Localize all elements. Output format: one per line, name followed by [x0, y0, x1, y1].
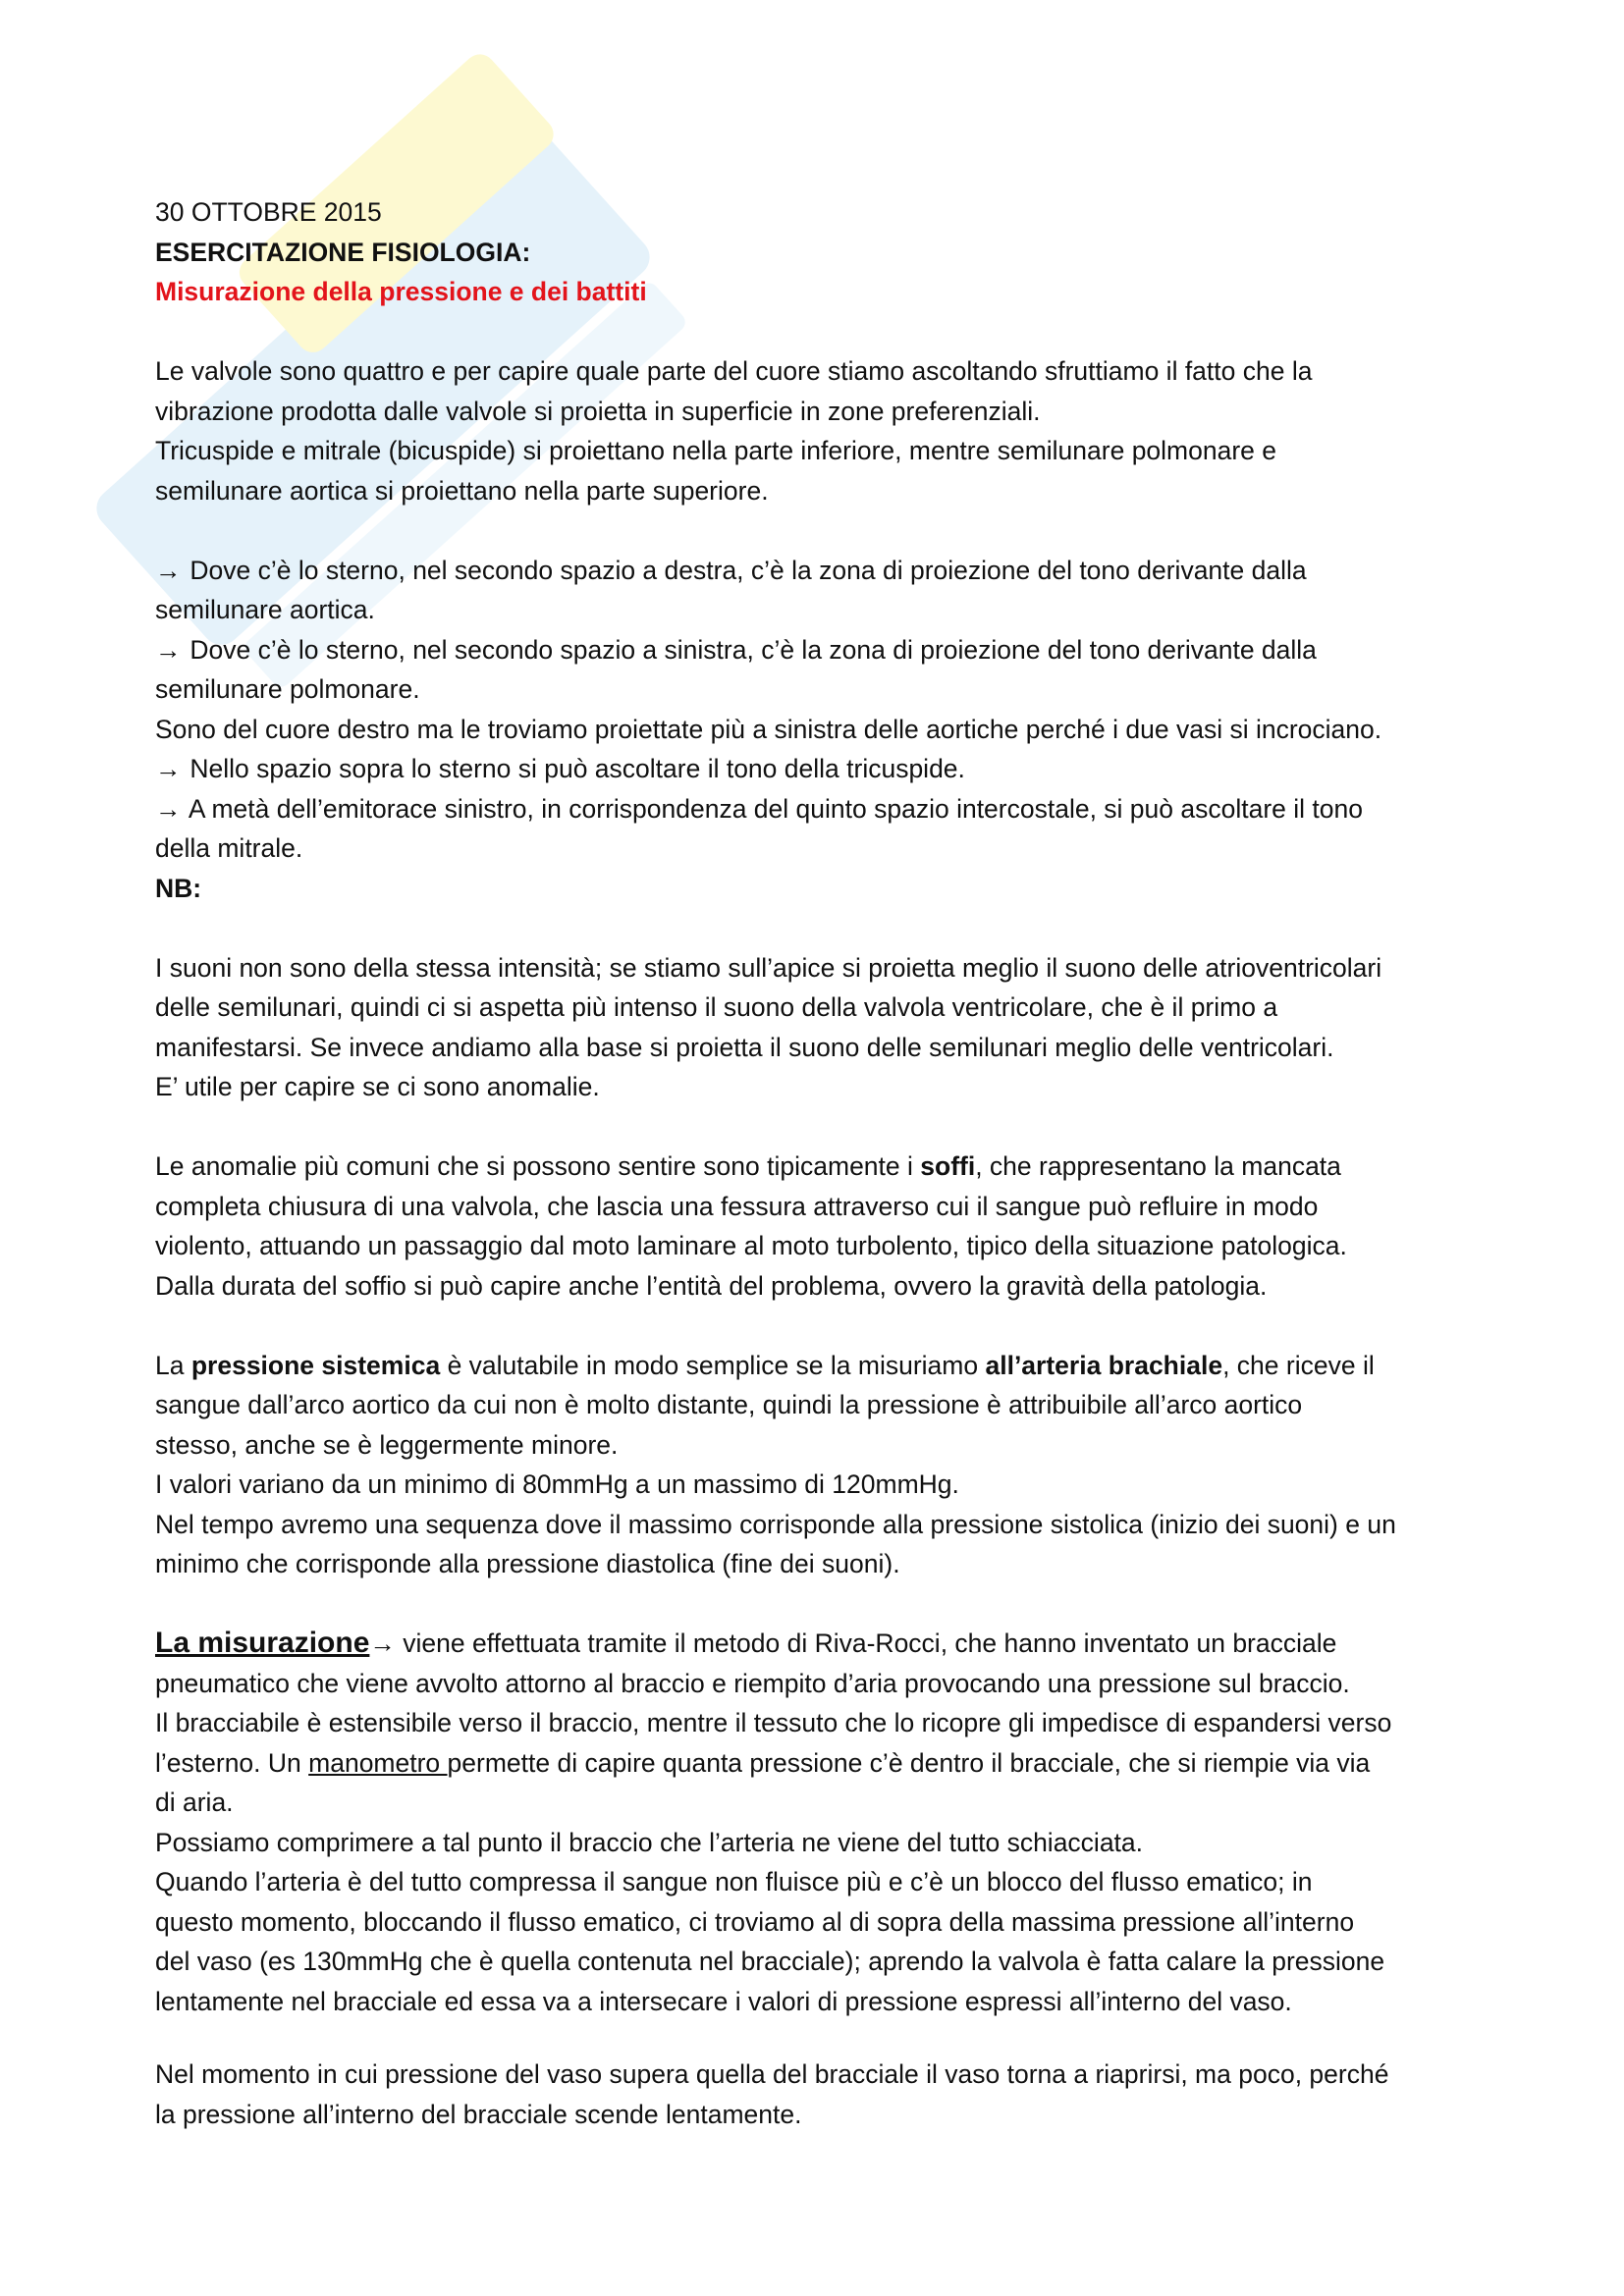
text-line: Possiamo comprimere a tal punto il braccio che l’arteria ne viene del tutto schiacciata.: [155, 1827, 1144, 1857]
text-line: Nel tempo avremo una sequenza dove il massimo corrisponde alla pressione sistolica (inizio dei suoni) e un: [155, 1509, 1396, 1539]
term-soffi: soffi: [920, 1151, 976, 1181]
arrow-icon: →: [155, 754, 182, 783]
text-line: pneumatico che viene avvolto attorno al braccio e riempito d’aria provocando una pressione sul braccio.: [155, 1668, 1350, 1698]
doc-heading: ESERCITAZIONE FISIOLOGIA:: [155, 237, 531, 267]
text-line: del vaso (es 130mmHg che è quella contenuta nel bracciale); aprendo la valvola è fatta calare la pressione: [155, 1947, 1385, 1976]
text-line: Le anomalie più comuni che si possono sentire sono tipicamente i soffi, che rappresentano la mancata: [155, 1151, 1341, 1181]
text-line: Dalla durata del soffio si può capire anche l’entità del problema, ovvero la gravità della patologia.: [155, 1270, 1268, 1301]
text-line: I valori variano da un minimo di 80mmHg a un massimo di 120mmHg.: [155, 1469, 959, 1499]
text-line: semilunare polmonare.: [155, 674, 420, 704]
text-line: questo momento, bloccando il flusso ematico, ci troviamo al di sopra della massima pressione all’interno: [155, 1906, 1355, 1937]
paragraph-valves: [155, 351, 1490, 510]
text-line: La pressione sistemica è valutabile in modo semplice se la misuriamo all’arteria brachiale, che riceve il: [155, 1350, 1375, 1380]
text-line: semilunare aortica.: [155, 595, 375, 624]
text-line: Quando l’arteria è del tutto compressa il sangue non fluisce più e c’è un blocco del flusso ematico; in: [155, 1867, 1313, 1896]
arrow-icon: →: [155, 793, 182, 824]
paragraph-systemic-pressure: [155, 1346, 1490, 1584]
text-line: I suoni non sono della stessa intensità; se stiamo sull’apice si proietta meglio il suono delle atrioventricolari: [155, 952, 1382, 983]
paragraph-reopening: [155, 2055, 1490, 2134]
text-line: lentamente nel bracciale ed essa va a intersecare i valori di pressione espressi all’interno del vaso.: [155, 1986, 1292, 2016]
term-pressione-sistemica: pressione sistemica: [190, 1350, 441, 1380]
text-line: stesso, anche se è leggermente minore.: [155, 1429, 619, 1460]
text-line: l’esterno. Un manometro permette di capire quanta pressione c’è dentro il bracciale, che si riempie via via: [155, 1747, 1371, 1778]
text-line: di aria.: [155, 1788, 234, 1817]
term-arteria-brachiale: all’arteria brachiale: [985, 1350, 1223, 1380]
text-line: Il bracciabile è estensibile verso il braccio, mentre il tessuto che lo ricopre gli impedisce di espandersi verso: [155, 1708, 1392, 1737]
text-line: La misurazione→ viene effettuata tramite il metodo di Riva-Rocci, che hanno inventato un bracciale: [155, 1627, 1337, 1659]
text-line: completa chiusura di una valvola, che lascia una fessura attraverso cui il sangue può refluire in modo: [155, 1191, 1319, 1221]
text-line: la pressione all’interno del bracciale scende lentamente.: [155, 2099, 802, 2129]
text-line: delle semilunari, quindi ci si aspetta più intenso il suono della valvola ventricolare, che è il primo a: [155, 992, 1278, 1022]
text-line: Sono del cuore destro ma le troviamo proiettate più a sinistra delle aortiche perché i due vasi si incrociano.: [155, 714, 1382, 744]
text-line: manifestarsi. Se invece andiamo alla base si proietta il suono delle semilunari meglio delle ventricolari.: [155, 1032, 1334, 1062]
text-line: minimo che corrisponde alla pressione diastolica (fine dei suoni).: [155, 1549, 900, 1578]
text-line: E’ utile per capire se ci sono anomalie.: [155, 1072, 600, 1101]
paragraph-measurement: [155, 1624, 1490, 2021]
paragraph-intensity: [155, 948, 1490, 1107]
text-line: Le valvole sono quattro e per capire quale parte del cuore stiamo ascoltando sfruttiamo il fatto che la: [155, 356, 1313, 386]
text-line: → Nello spazio sopra lo sterno si può ascoltare il tono della tricuspide.: [155, 749, 1490, 789]
section-title-misurazione: La misurazione: [155, 1627, 370, 1659]
text-line: → Dove c’è lo sterno, nel secondo spazio a sinistra, c’è la zona di proiezione del tono derivante dalla: [155, 630, 1490, 670]
document-page: [155, 192, 1490, 2134]
text-line: vibrazione prodotta dalle valvole si proietta in superficie in zone preferenziali.: [155, 396, 1041, 426]
text-line: → A metà dell’emitorace sinistro, in corrispondenza del quinto spazio intercostale, si può ascoltare il tono: [155, 789, 1490, 829]
doc-date: 30 OTTOBRE 2015: [155, 197, 382, 227]
term-manometro: manometro: [308, 1747, 448, 1778]
arrow-icon: →: [155, 634, 182, 665]
doc-subtitle: Misurazione della pressione e dei battiti: [155, 277, 647, 306]
text-line: → Dove c’è lo sterno, nel secondo spazio a destra, c’è la zona di proiezione del tono derivante dalla: [155, 551, 1490, 591]
text-line: sangue dall’arco aortico da cui non è molto distante, quindi la pressione è attribuibile all’arco aortico: [155, 1390, 1303, 1419]
text-line: Tricuspide e mitrale (bicuspide) si proiettano nella parte inferiore, mentre semilunare polmonare e: [155, 436, 1277, 465]
text-line: della mitrale.: [155, 833, 303, 863]
nb-label: NB:: [155, 873, 202, 903]
text-line: violento, attuando un passaggio dal moto laminare al moto turbolento, tipico della situazione patologica.: [155, 1231, 1347, 1260]
text-line: semilunare aortica si proiettano nella parte superiore.: [155, 475, 769, 506]
text-line: Nel momento in cui pressione del vaso supera quella del bracciale il vaso torna a riaprirsi, ma poco, perché: [155, 2059, 1389, 2089]
paragraph-anomalies: [155, 1147, 1490, 1306]
arrow-icon: →: [155, 555, 182, 585]
paragraph-projections: [155, 551, 1490, 909]
arrow-icon: →: [369, 1629, 396, 1658]
